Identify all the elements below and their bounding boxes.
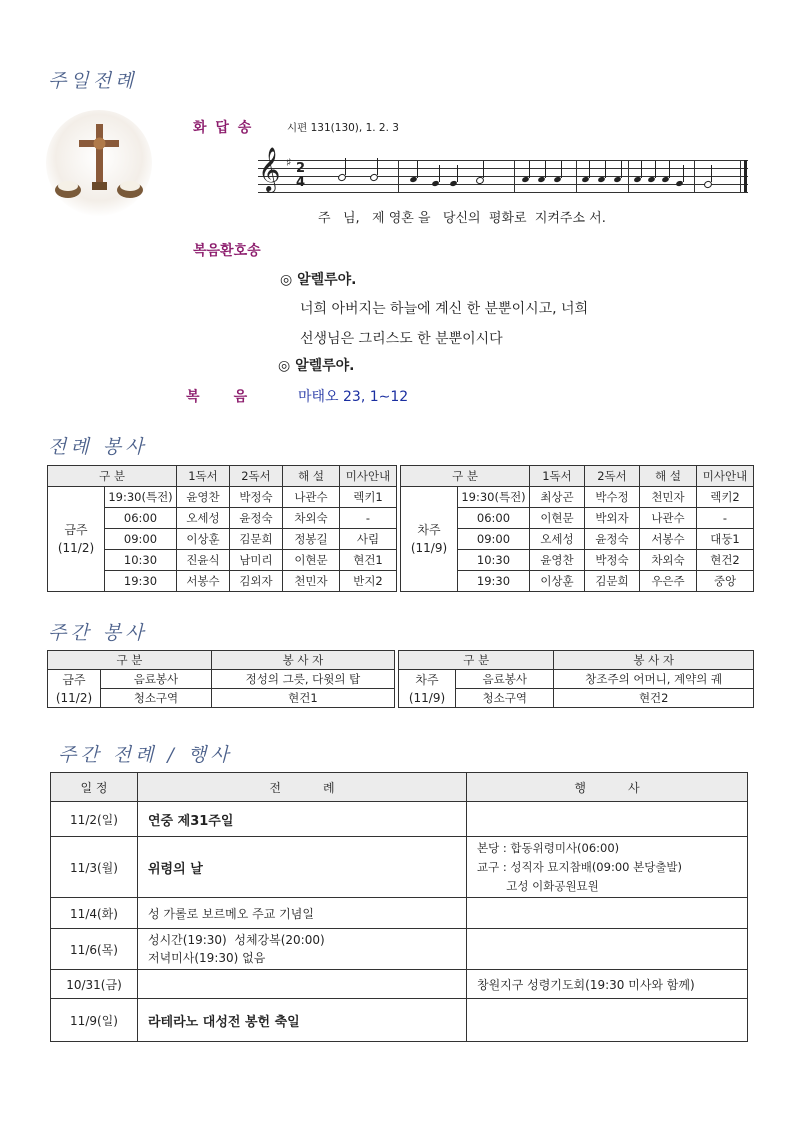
name-cell: 박정숙 [230, 487, 283, 508]
name-cell: 윤영찬 [177, 487, 230, 508]
event-date: 10/31(금) [51, 970, 138, 999]
header-reading2: 2독서 [585, 466, 640, 487]
name-cell: 천민자 [283, 571, 340, 592]
header-usher: 미사안내 [340, 466, 397, 487]
event-activity [467, 898, 748, 929]
event-date: 11/4(화) [51, 898, 138, 929]
name-cell: 나관수 [283, 487, 340, 508]
alleluia-1: ◎ 알렐루야. [280, 272, 357, 288]
header-category: 구 분 [399, 651, 554, 670]
section-title-service: 주간 봉사 [48, 622, 148, 644]
name-cell: 이상훈 [530, 571, 585, 592]
cross-candles-image [46, 110, 152, 216]
event-liturgy: 성 가롤로 보르메오 주교 기념일 [138, 898, 467, 929]
lyrics: 주 님, 제 영혼 을 당신의 평화로 지켜주소 서. [318, 211, 606, 226]
gospel-label: 복 음 [186, 389, 248, 405]
event-activity [467, 999, 748, 1042]
psalm-reference: 시편 131(130), 1. 2. 3 [287, 122, 399, 134]
header-date: 일 정 [51, 773, 138, 802]
name-cell: 중앙 [697, 571, 754, 592]
time-signature: 2 4 [296, 161, 306, 190]
next-week-label: 차주 (11/9) [401, 487, 458, 592]
event-date: 11/6(목) [51, 929, 138, 970]
name-cell: 윤정숙 [585, 529, 640, 550]
gospel-acclamation-label: 복음환호송 [193, 243, 261, 259]
name-cell: - [697, 508, 754, 529]
header-reading1: 1독서 [530, 466, 585, 487]
gospel-reference: 마태오 23, 1∼12 [298, 389, 409, 405]
name-cell: 차외숙 [640, 550, 697, 571]
header-commentary: 해 설 [640, 466, 697, 487]
next-week-label: 차주 (11/9) [399, 670, 456, 708]
name-cell: 서봉수 [177, 571, 230, 592]
service-table-next-week [398, 650, 754, 708]
name-cell: 남미리 [230, 550, 283, 571]
time-cell: 09:00 [458, 529, 530, 550]
treble-clef-icon: 𝄞 [258, 147, 281, 191]
header-commentary: 해 설 [283, 466, 340, 487]
header-volunteer: 봉 사 자 [554, 651, 754, 670]
name-cell: 현건1 [340, 550, 397, 571]
name-cell: 나관수 [640, 508, 697, 529]
section-title-ministry: 전례 봉사 [48, 436, 148, 458]
name-cell: 윤영찬 [530, 550, 585, 571]
name-cell: 박정숙 [585, 550, 640, 571]
ministry-table-next-week [400, 465, 754, 592]
service-group: 현건2 [554, 689, 754, 708]
acclamation-line-2: 선생님은 그리스도 한 분뿐이시다 [300, 331, 503, 347]
name-cell: 박수정 [585, 487, 640, 508]
name-cell: 현건2 [697, 550, 754, 571]
name-cell: 서봉수 [640, 529, 697, 550]
header-event: 행 사 [467, 773, 748, 802]
header-volunteer: 봉 사 자 [211, 651, 394, 670]
service-group: 현건1 [211, 689, 394, 708]
name-cell: 김문희 [230, 529, 283, 550]
name-cell: 이현문 [283, 550, 340, 571]
name-cell: 렉키2 [697, 487, 754, 508]
event-activity: 창원지구 성령기도회(19:30 미사와 함께) [467, 970, 748, 999]
name-cell: - [340, 508, 397, 529]
time-cell: 19:30 [105, 571, 177, 592]
name-cell: 진윤식 [177, 550, 230, 571]
name-cell: 차외숙 [283, 508, 340, 529]
header-category: 구 분 [48, 466, 177, 487]
sharp-icon: ♯ [286, 156, 292, 169]
name-cell: 대둥1 [697, 529, 754, 550]
music-staff [258, 147, 748, 192]
cross-icon [46, 110, 152, 216]
service-group: 정성의 그릇, 다윗의 탑 [211, 670, 394, 689]
header-category: 구 분 [401, 466, 530, 487]
event-activity: 본당 : 합동위령미사(06:00) 교구 : 성직자 묘지참배(09:00 본당출발) 고성 이화공원묘원 [467, 837, 748, 898]
service-type: 음료봉사 [101, 670, 212, 689]
service-type: 음료봉사 [456, 670, 554, 689]
time-cell: 10:30 [105, 550, 177, 571]
service-type: 청소구역 [101, 689, 212, 708]
name-cell: 박외자 [585, 508, 640, 529]
time-cell: 19:30 [458, 571, 530, 592]
name-cell: 김문희 [585, 571, 640, 592]
event-date: 11/3(월) [51, 837, 138, 898]
name-cell: 사림 [340, 529, 397, 550]
header-reading1: 1독서 [177, 466, 230, 487]
header-category: 구 분 [48, 651, 212, 670]
events-table [50, 772, 748, 1042]
this-week-label: 금주 (11/2) [48, 487, 105, 592]
time-cell: 19:30(특전) [458, 487, 530, 508]
event-liturgy: 위령의 날 [138, 837, 467, 898]
header-reading2: 2독서 [230, 466, 283, 487]
event-liturgy: 연중 제31주일 [138, 802, 467, 837]
name-cell: 이상훈 [177, 529, 230, 550]
event-date: 11/9(일) [51, 999, 138, 1042]
alleluia-2: ◎ 알렐루야. [278, 358, 355, 374]
event-liturgy: 라테라노 대성전 봉헌 축일 [138, 999, 467, 1042]
name-cell: 김외자 [230, 571, 283, 592]
time-cell: 06:00 [105, 508, 177, 529]
name-cell: 정봉길 [283, 529, 340, 550]
event-liturgy [138, 970, 467, 999]
event-date: 11/2(일) [51, 802, 138, 837]
time-cell: 10:30 [458, 550, 530, 571]
service-table-this-week [47, 650, 395, 708]
header-usher: 미사안내 [697, 466, 754, 487]
time-cell: 06:00 [458, 508, 530, 529]
name-cell: 천민자 [640, 487, 697, 508]
event-liturgy: 성시간(19:30) 성체강복(20:00) 저녁미사(19:30) 없음 [138, 929, 467, 970]
time-cell: 19:30(특전) [105, 487, 177, 508]
time-cell: 09:00 [105, 529, 177, 550]
name-cell: 반지2 [340, 571, 397, 592]
this-week-label: 금주 (11/2) [48, 670, 101, 708]
acclamation-line-1: 너희 아버지는 하늘에 계신 한 분뿐이시고, 너희 [300, 301, 589, 317]
event-activity [467, 802, 748, 837]
service-type: 청소구역 [456, 689, 554, 708]
responsorial-label: 화 답 송 [193, 120, 254, 136]
name-cell: 렉키1 [340, 487, 397, 508]
name-cell: 최상곤 [530, 487, 585, 508]
name-cell: 오세성 [530, 529, 585, 550]
section-title-events: 주간 전례 / 행사 [58, 744, 233, 766]
name-cell: 오세성 [177, 508, 230, 529]
event-activity [467, 929, 748, 970]
header-liturgy: 전 례 [138, 773, 467, 802]
service-group: 창조주의 어머니, 계약의 궤 [554, 670, 754, 689]
ministry-table-this-week [47, 465, 397, 592]
section-title-liturgy: 주일전례 [48, 70, 138, 92]
name-cell: 우은주 [640, 571, 697, 592]
name-cell: 이현문 [530, 508, 585, 529]
name-cell: 윤정숙 [230, 508, 283, 529]
